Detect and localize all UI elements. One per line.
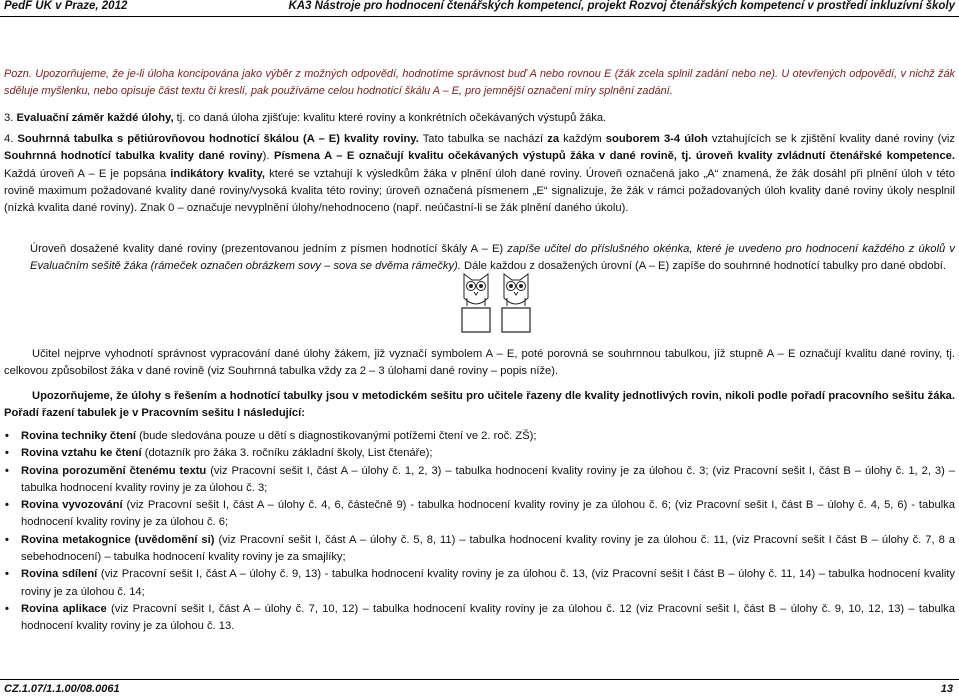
list-item bbox=[4, 463, 955, 498]
plane-list bbox=[4, 428, 955, 636]
header-rule bbox=[0, 16, 959, 17]
list-item bbox=[4, 601, 955, 636]
item-4-number: 4. bbox=[4, 133, 14, 145]
rating-box bbox=[502, 308, 530, 332]
list-item-text: (bude sledována pouze u dětí s diagnostikovanými potížemi čtení ve 2. roč. ZŠ); bbox=[136, 430, 537, 442]
note-paragraph: Pozn. Upozorňujeme, že je-li úloha koncipována jako výběr z možných odpovědí, hodnotíme správnost buď A nebo rovnou E (žák zcela splnil zadání nebo ne). U otevřených odpovědí, v nichž žák sděluje myšlenku, nebo opisuje část textu či kreslí, pak používáme celou hodnotící škálu A – E, pro jemnější označení míry splnění zadání. bbox=[4, 68, 955, 98]
list-item-title: Rovina porozumění čtenému textu bbox=[21, 464, 207, 477]
list-item-text: (viz Pracovní sešit I, část A – úlohy č. 9, 13) - tabulka hodnocení kvality roviny je za úlohou č. 13, (viz Pracovní sešit I část B – úlohy č. 11, 14) – tabulka hodnocení kvality roviny je za úlohou č. 14; bbox=[21, 568, 956, 598]
list-item-text: (viz Pracovní sešit I, část A – úlohy č. 7, 10, 12) – tabulka hodnocení kvality roviny je za úlohou č. 12 (viz Pracovní sešit I, část B – úlohy č. 9, 10, 12, 13) – tabulka hodnocení kvality roviny je za úlohou č. 13. bbox=[21, 602, 955, 633]
header-right: KA3 Nástroje pro hodnocení čtenářských kompetencí, projekt Rozvoj čtenářských kompetencí v prostředí inkluzívní školy bbox=[288, 0, 955, 12]
footer-rule bbox=[0, 679, 959, 680]
list-item-title: Rovina sdílení bbox=[21, 568, 98, 581]
item-4 bbox=[4, 131, 955, 217]
level-text-italic: zapíše učitel do příslušného okénka, které je uvedeno pro hodnocení každého z úkolů v Evaluačním sešitě žáka (rámeček označen obrázkem sovy – sova se dvěma rámečky). bbox=[30, 243, 955, 273]
list-item-text: (dotazník pro žáka 3. ročníku základní školy, List čtenáře); bbox=[141, 447, 433, 460]
warning-paragraph: Upozorňujeme, že úlohy s řešením a hodnotící tabulky jsou v metodickém sešitu pro učitele řazeny dle kvality jednotlivých rovin, nikoli podle pořadí pracovního sešitu žáka. Pořadí řazení tabulek je v Pracovním sešitu I následující: bbox=[4, 390, 955, 420]
level-text: Úroveň dosažené kvality dané roviny (prezentovanou jedním z písmen hodnotící škály A – E) bbox=[30, 243, 508, 255]
item-4-text: Každá úroveň A – E je popsána bbox=[4, 167, 171, 180]
item-4-text: souborem 3-4 úloh bbox=[605, 133, 708, 145]
list-item bbox=[4, 497, 955, 532]
teacher-paragraph: Učitel nejprve vyhodnotí správnost vypracování dané úlohy žákem, již vyznačí symbolem A – E, poté porovná se souhrnnou tabulkou, jíž stupně A – E označují kvalitu dané roviny, tj. celkovou způsobilost žáka v dané rovině (viz Souhrnná tabulka vždy za 2 – 3 úlohami dané roviny – popis níže). bbox=[4, 348, 955, 378]
item-4-text: ). bbox=[262, 150, 274, 163]
item-4-text: které se vztahují k výsledkům žáka v plnění úloh dané roviny. Úroveň označená jako „A“ znamená, že žák dosáhl při plnění úloh v této rovině maximum požadované kvality dané roviny/vysoká kvalita této roviny; úroveň označená písmenem „E“ signalizuje, že žák v rámci požadovaných úloh kvality dané roviny úkoly nesplnil (nízká kvalita dané roviny). Znak 0 – označuje nevyplnění úlohy/nehodnoceno (např. neúčastní-li se žák plnění daného úkolu). bbox=[4, 167, 955, 215]
list-item-text: (viz Pracovní sešit I, část A – úlohy č. 4, 6, částečně 9) - tabulka hodnocení kvality roviny je za úlohou č. 6; (viz Pracovní sešit I, část B – úlohy č. 4, 5, 6) - tabulka hodnocení kvality roviny je za úlohou č. 6; bbox=[21, 499, 955, 529]
item-4-text: indikátory kvality, bbox=[170, 167, 265, 180]
rating-box bbox=[462, 308, 490, 332]
item-3-text: tj. co daná úloha zjišťuje: kvalitu které roviny a konkrétních očekávaných výstupů žáka. bbox=[173, 112, 607, 124]
item-4-text: za bbox=[547, 133, 560, 145]
list-item bbox=[4, 428, 955, 445]
item-4-text: každým bbox=[559, 133, 606, 145]
footer-left: CZ.1.07/1.1.00/08.0061 bbox=[4, 683, 120, 695]
owl-icon bbox=[458, 268, 546, 334]
list-item-title: Rovina vyvozování bbox=[21, 499, 123, 512]
list-item-text: (viz Pracovní sešit I, část A – úlohy č. 5, 8, 11) – tabulka hodnocení kvality roviny je za úlohou č. 11, (viz Pracovní sešit I část B – úlohy č. 7, 8 a sebehodnocení) – tabulka hodnocení kvality roviny je za smajlíky; bbox=[21, 533, 955, 564]
item-3-bold: Evaluační záměr každé úlohy, bbox=[16, 112, 174, 124]
item-4-heading: Souhrnná tabulka s pětiúrovňovou hodnotící škálou (A – E) kvality roviny. bbox=[17, 133, 419, 145]
list-item-title: Rovina aplikace bbox=[21, 602, 107, 615]
list-item-title: Rovina metakognice (uvědomění si) bbox=[21, 533, 215, 546]
list-item bbox=[4, 566, 955, 601]
list-item bbox=[4, 532, 955, 567]
item-4-text: Tato tabulka se nachází bbox=[418, 133, 548, 145]
page-header bbox=[0, 0, 959, 14]
item-3 bbox=[4, 110, 955, 127]
list-item-text: (viz Pracovní sešit I, část A – úlohy č. 1, 2, 3) – tabulka hodnocení kvality roviny je za úlohou č. 3; (viz Pracovní sešit I, část B – úlohy č. 1, 2, 3) – tabulka hodnocení kvality roviny je za úlohou č. 3; bbox=[21, 464, 955, 494]
item-4-text: Souhrnná hodnotící tabulka kvality dané roviny bbox=[4, 150, 263, 163]
header-left: PedF UK v Praze, 2012 bbox=[4, 0, 128, 12]
list-item-title: Rovina techniky čtení bbox=[21, 430, 137, 442]
item-4-text: vztahujících se k zjištění kvality dané roviny (viz bbox=[707, 133, 956, 145]
list-item-title: Rovina vztahu ke čtení bbox=[21, 447, 142, 460]
item-4-text: Písmena A – E označují kvalitu očekávaných výstupů žáka v dané rovině, tj. úroveň kvality zvládnutí čtenářské kompetence. bbox=[273, 150, 956, 163]
page-number: 13 bbox=[940, 683, 953, 695]
list-item bbox=[4, 445, 955, 462]
level-text: Dále každou z dosažených úrovní (A – E) zapíše do souhrnné hodnotící tabulky pro dané období. bbox=[460, 260, 947, 273]
item-3-number: 3. bbox=[4, 112, 14, 124]
